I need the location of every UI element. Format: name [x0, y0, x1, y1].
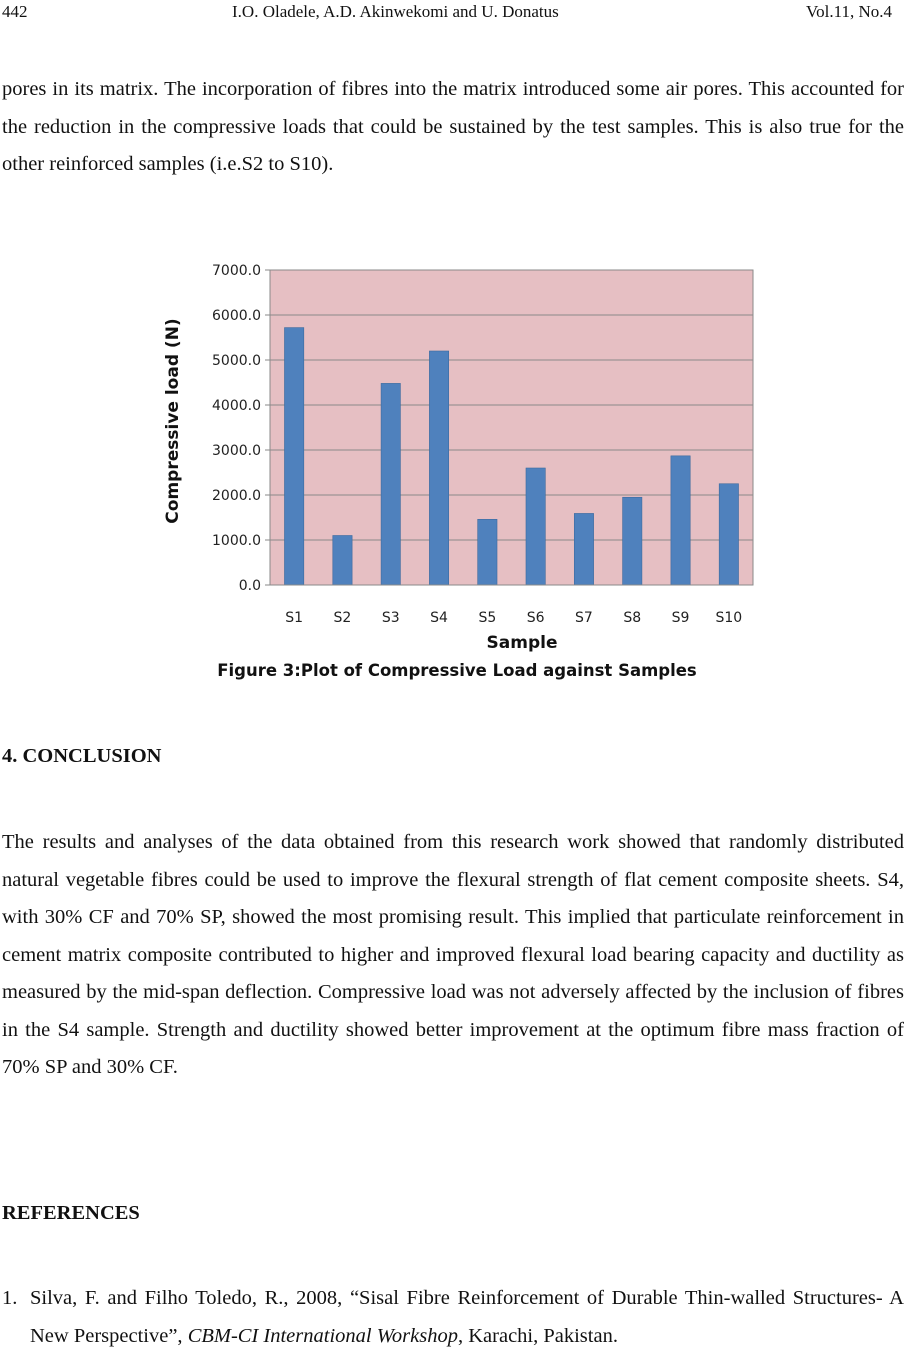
x-tick-label: S6: [526, 610, 545, 626]
volume-info: Vol.11, No.4: [806, 2, 892, 21]
page-number: 442: [2, 2, 28, 21]
x-tick-label: S9: [671, 610, 690, 626]
reference-location: , Karachi, Pakistan.: [457, 1324, 618, 1347]
reference-venue: CBM-CI International Workshop: [187, 1324, 458, 1347]
bar: [526, 468, 545, 585]
y-tick-label: 2000.0: [212, 488, 261, 504]
bar: [429, 351, 448, 585]
bar: [623, 497, 642, 585]
bar: [719, 484, 738, 585]
reference-number: 1.: [2, 1287, 18, 1309]
x-tick-label: S10: [715, 610, 743, 626]
x-tick-label: S3: [381, 610, 400, 626]
y-axis-label: Compressive load (N): [163, 318, 183, 524]
reference-text: [30, 1280, 904, 1355]
x-axis-label: Sample: [486, 633, 558, 653]
y-tick-label: 3000.0: [212, 443, 261, 459]
reference-item: [2, 1280, 904, 1355]
x-tick-label: S2: [333, 610, 352, 626]
reference-authors-title: Silva, F. and Filho Toledo, R., 2008, “Sisal Fibre Reinforcement of Durable Thin-walled Structures- A New Perspective”,: [30, 1287, 904, 1347]
figure-caption: Figure 3:Plot of Compressive Load against Samples: [217, 661, 697, 680]
y-tick-label: 1000.0: [212, 533, 261, 549]
bar-chart: [0, 255, 904, 695]
references-heading: REFERENCES: [2, 1202, 140, 1224]
y-tick-label: 7000.0: [212, 263, 261, 279]
intro-paragraph: pores in its matrix. The incorporation of fibres into the matrix introduced some air pores. This accounted for the reduction in the compressive loads that could be sustained by the test samples. This is also true for the other reinforced samples (i.e.S2 to S10).: [2, 78, 904, 175]
bar: [478, 519, 497, 585]
bar: [333, 536, 352, 586]
x-tick-label: S8: [623, 610, 642, 626]
x-tick-label: S4: [430, 610, 448, 626]
running-authors: I.O. Oladele, A.D. Akinwekomi and U. Donatus: [232, 2, 559, 21]
y-tick-label: 0.0: [238, 578, 261, 594]
x-tick-label: S1: [285, 610, 304, 626]
bar: [284, 328, 303, 585]
bar: [381, 383, 400, 585]
bar: [671, 456, 690, 585]
y-tick-label: 6000.0: [212, 308, 261, 324]
x-tick-label: S5: [478, 610, 497, 626]
y-tick-label: 5000.0: [212, 353, 261, 369]
figure-3: [0, 255, 904, 695]
y-tick-label: 4000.0: [212, 398, 261, 414]
x-tick-label: S7: [575, 610, 593, 626]
page-header: [0, 2, 904, 26]
conclusion-paragraph: The results and analyses of the data obtained from this research work showed that randomly distributed natural vegetable fibres could be used to improve the flexural strength of flat cement composite sheets. S4, with 30% CF and 70% SP, showed the most promising result. This implied that particulate reinforcement in cement matrix composite contributed to higher and improved flexural load bearing capacity and ductility as measured by the mid-span deflection. Compressive load was not adversely affected by the inclusion of fibres in the S4 sample. Strength and ductility showed better improvement at the optimum fibre mass fraction of 70% SP and 30% CF.: [2, 831, 904, 1078]
conclusion-heading: 4. CONCLUSION: [2, 745, 162, 767]
bar: [574, 513, 593, 585]
